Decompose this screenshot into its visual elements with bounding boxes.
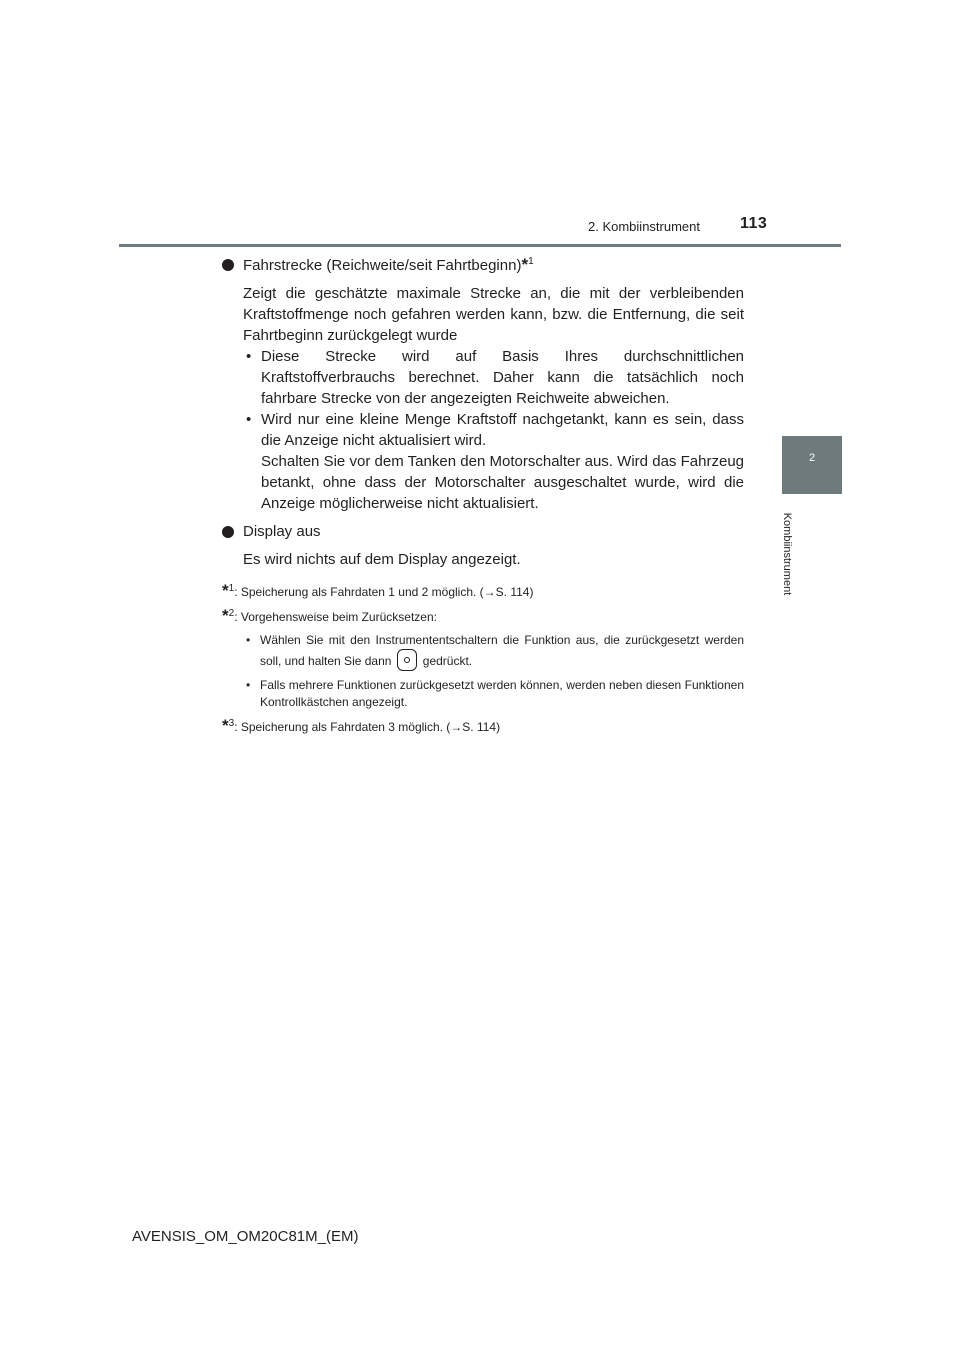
footnote-star-icon: * [222,581,229,600]
list-item-text: Falls mehrere Funktionen zurückgesetzt werden können, werden neben diesen Funktionen Kontrollkästchen angezeigt. [260,678,744,709]
item-heading [222,255,744,276]
bullet-dot-icon [222,259,234,271]
chapter-tab-number: 2 [808,452,816,464]
bullet-icon: • [246,348,252,365]
footnote-text: : Speicherung als Fahrdaten 1 und 2 möglich. (→S. 114) [234,585,534,599]
footnote-number: 3 [228,718,235,729]
header-section-title: 2. Kombiinstrument [588,219,700,234]
page-number: 113 [740,215,768,232]
footnote-ref: 1 [528,256,534,267]
footnote-number: 2 [228,608,235,619]
list-item [222,677,744,711]
list-item [243,346,744,409]
list-item [243,409,744,514]
item-description: Zeigt die geschätzte maximale Strecke an, die mit der verbleibenden Kraftstoffmenge noch gefahren werden kann, bzw. die Entfernung, die seit Fahrtbeginn zurückgelegt wurde [243,285,744,344]
document-footer-code: AVENSIS_OM_OM20C81M_(EM) [132,1228,359,1245]
footnote-2 [222,607,744,711]
list-item-text: Diese Strecke wird auf Basis Ihres durchschnittlichen Kraftstoffverbrauchs berechnet. Daher kann die tatsächlich noch fahrbare Strecke von der angezeigten Reichweite abweichen. [261,348,744,407]
list-item-text: Wird nur eine kleine Menge Kraftstoff nachgetankt, kann es sein, dass die Anzeige nicht aktualisiert wird. [261,411,744,449]
footnotes [222,582,744,736]
meter-button-icon [397,649,417,671]
header-divider [119,244,841,247]
footnote-1 [222,582,744,601]
item-heading [222,522,744,542]
footnote-3 [222,717,744,736]
item-description: Es wird nichts auf dem Display angezeigt. [243,551,521,568]
footnote-number: 1 [228,583,235,594]
bullet-icon: • [246,678,251,692]
footnote-text: : Vorgehensweise beim Zurücksetzen: [234,610,437,624]
chapter-tab-label: Kombiinstrument [781,512,793,596]
bullet-dot-icon [222,526,234,538]
footnote-star-icon: * [222,606,229,625]
bullet-icon: • [246,411,252,428]
footnote-star-icon: * [521,255,529,274]
item-display-off [222,522,744,570]
list-item-text: Wählen Sie mit den Instrumententschaltern die Funktion aus, die zurückgesetzt werden soll, und halten Sie dann [260,633,744,668]
footnote-star-icon: * [222,716,229,735]
item-distance [222,255,744,514]
item-heading-text: Fahrstrecke (Reichweite/seit Fahrtbeginn) [243,257,522,274]
item-bullets [243,346,744,514]
list-item [222,632,744,671]
list-item-text-end: gedrückt. [422,654,473,668]
list-item-continuation: Schalten Sie vor dem Tanken den Motorschalter aus. Wird das Fahrzeug betankt, ohne dass der Motorschalter ausgeschaltet wurde, wird die Anzeige möglicherweise nicht aktualisiert. [261,453,744,512]
footnote-2-steps [222,632,744,711]
bullet-icon: • [246,633,251,647]
page-content [222,255,744,736]
footnote-text: : Speicherung als Fahrdaten 3 möglich. (→S. 114) [234,720,501,734]
chapter-tab[interactable] [782,436,842,494]
item-heading-text: Display aus [243,523,321,540]
